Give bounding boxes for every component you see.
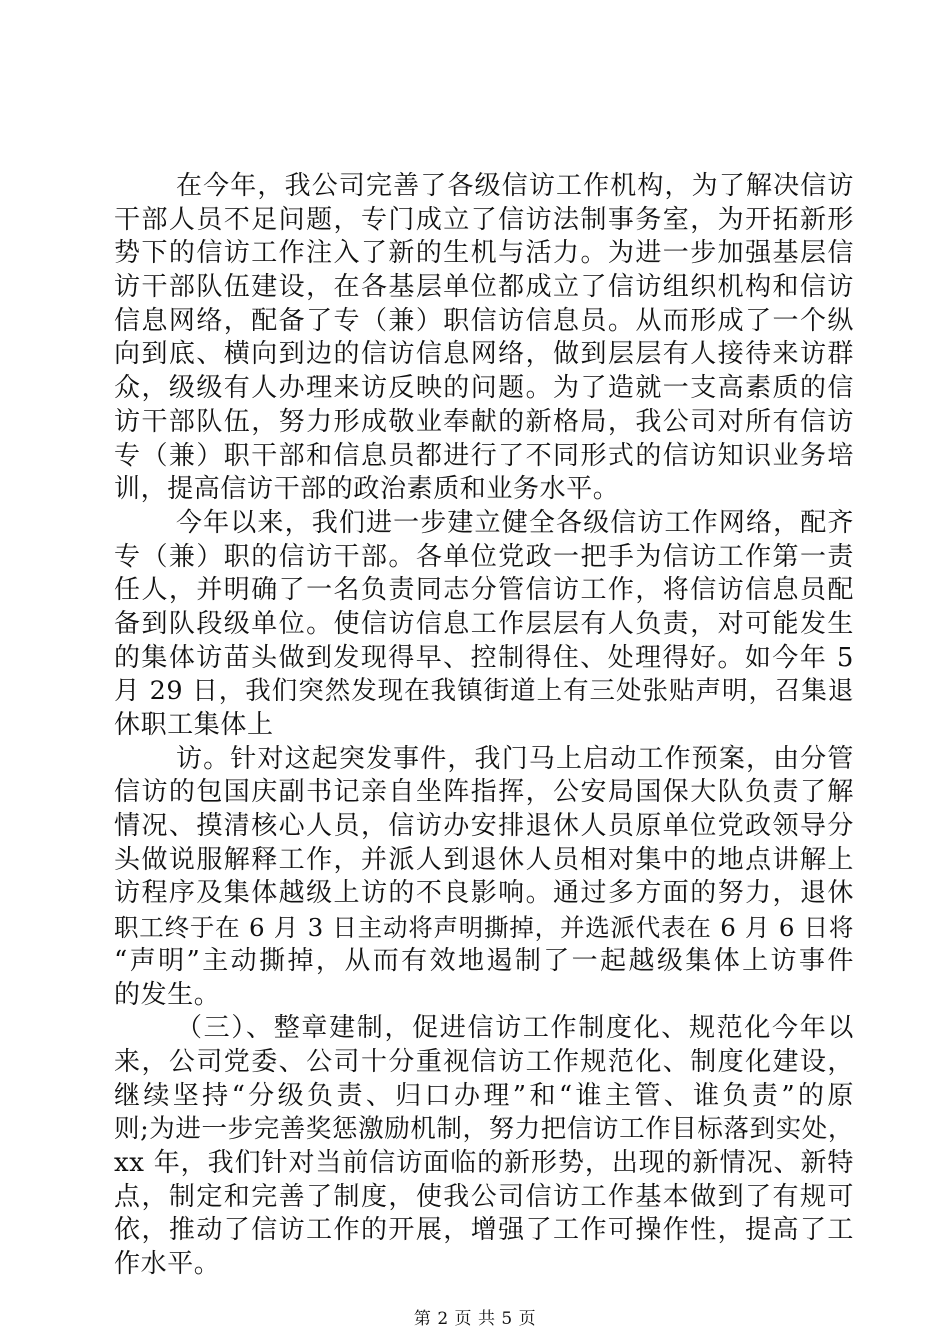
text-line: 访。针对这起突发事件，我门马上启动工作预案，由分管: [176, 743, 854, 774]
text-line: 依，推动了信访工作的开展，增强了工作可操作性，提高了工: [114, 1215, 854, 1246]
page-footer: 第 2 页 共 5 页: [413, 1309, 537, 1329]
text-line: 情况、摸清核心人员，信访办安排退休人员原单位党政领导分: [114, 811, 854, 842]
text-line: 来，公司党委、公司十分重视信访工作规范化、制度化建设，: [114, 1046, 854, 1077]
text-line: 休职工集体上: [114, 710, 274, 740]
text-line: 专（兼）职的信访干部。各单位党政一把手为信访工作第一责: [114, 541, 854, 572]
text-line: xx 年，我们针对当前信访面临的新形势，出现的新情况、新特: [114, 1147, 854, 1178]
text-line: 专（兼）职干部和信息员都进行了不同形式的信访知识业务培: [114, 440, 854, 471]
text-line: 的发生。: [114, 979, 221, 1010]
text-line: 则;为进一步完善奖惩激励机制，努力把信访工作目标落到实处，: [114, 1114, 854, 1145]
text-line: 继续坚持“分级负责、归口办理”和“谁主管、谁负责”的原: [114, 1080, 854, 1111]
text-line: 势下的信访工作注入了新的生机与活力。为进一步加强基层信: [114, 238, 854, 269]
text-line: 备到队段级单位。使信访信息工作层层有人负责，对可能发生: [114, 608, 854, 639]
text-line: 访干部队伍建设，在各基层单位都成立了信访组织机构和信访: [114, 272, 854, 303]
text-line: 职工终于在 6 月 3 日主动将声明撕掉，并选派代表在 6 月 6 日将: [114, 913, 854, 943]
text-line: （三）、整章建制，促进信访工作制度化、规范化今年以: [176, 1013, 854, 1044]
text-line: 向到底、横向到边的信访信息网络，做到层层有人接待来访群: [114, 339, 854, 370]
text-line: 头做说服解释工作，并派人到退休人员相对集中的地点讲解上: [114, 844, 854, 875]
text-line: 作水平。: [114, 1249, 221, 1279]
text-line: 在今年，我公司完善了各级信访工作机构，为了解决信访: [176, 171, 854, 201]
text-line: 众，级级有人办理来访反映的问题。为了造就一支高素质的信: [114, 373, 854, 404]
text-line: 访程序及集体越级上访的不良影响。通过多方面的努力，退休: [114, 878, 854, 909]
text-line: 训，提高信访干部的政治素质和业务水平。: [114, 474, 620, 505]
text-line: 任人，并明确了一名负责同志分管信访工作，将信访信息员配: [114, 575, 854, 606]
text-line: 今年以来，我们进一步建立健全各级信访工作网络，配齐: [176, 507, 854, 538]
text-line: 信访的包国庆副书记亲自坐阵指挥，公安局国保大队负责了解: [114, 777, 854, 808]
text-line: 干部人员不足问题，专门成立了信访法制事务室，为开拓新形: [114, 204, 854, 235]
text-line: 信息网络，配备了专（兼）职信访信息员。从而形成了一个纵: [114, 305, 854, 336]
text-line: “声明”主动撕掉，从而有效地遏制了一起越级集体上访事件: [114, 945, 854, 976]
text-line: 月 29 日，我们突然发现在我镇街道上有三处张贴声明，召集退: [114, 676, 854, 707]
text-line: 的集体访苗头做到发现得早、控制得住、处理得好。如今年 5: [114, 642, 854, 673]
text-line: 访干部队伍，努力形成敬业奉献的新格局，我公司对所有信访: [114, 406, 854, 437]
document-body: [114, 170, 854, 1282]
text-line: 点，制定和完善了制度，使我公司信访工作基本做到了有规可: [114, 1181, 854, 1212]
